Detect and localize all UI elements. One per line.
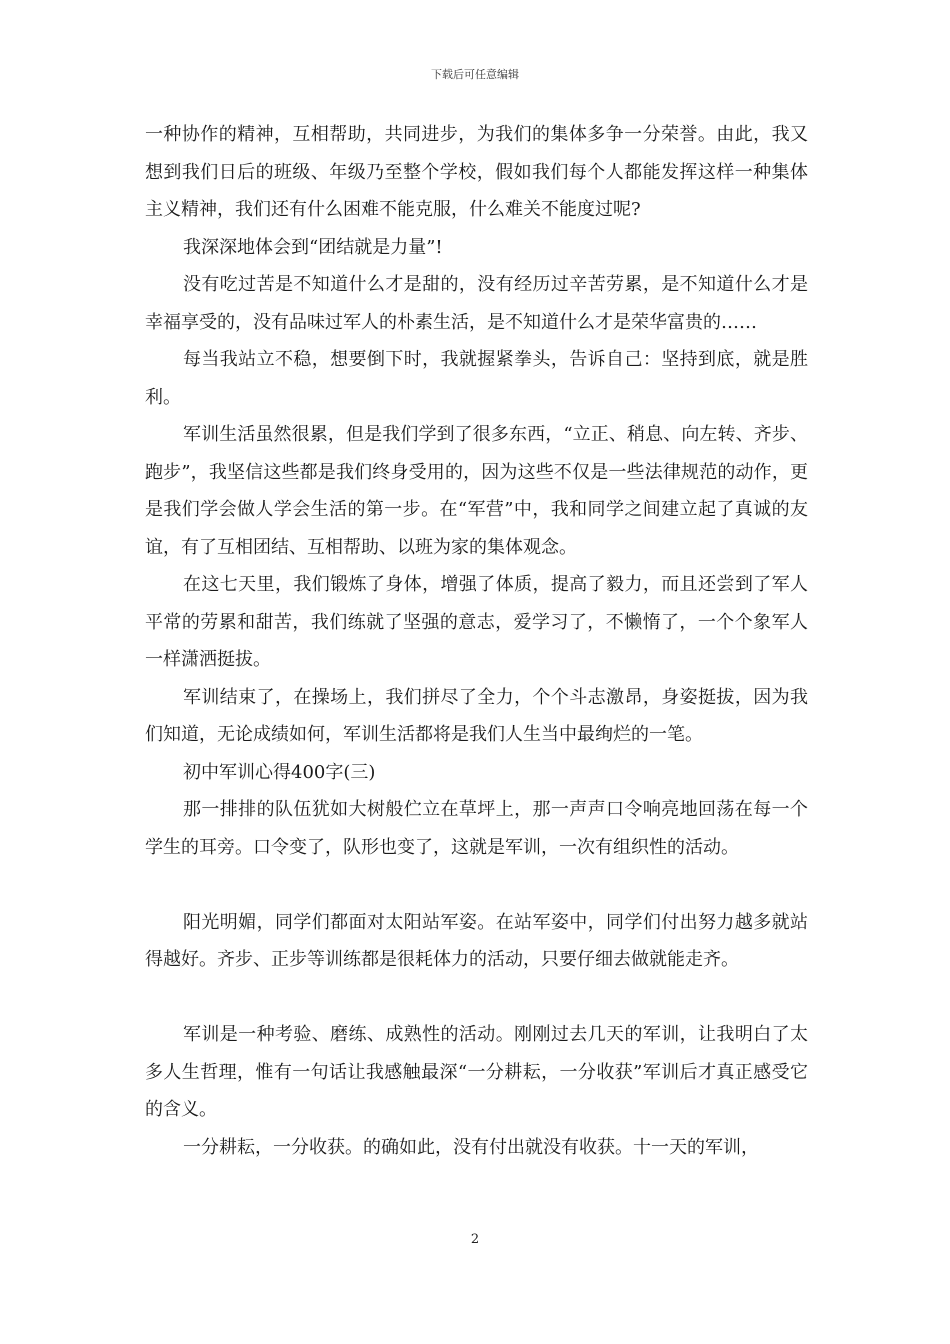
paragraph-learned: 军训生活虽然很累，但是我们学到了很多东西，“立正、稍息、向左转、齐步、跑步”，我坚信这些都是我们终身受用的，因为这些不仅是一些法律规范的动作，更是我们学会做人学会生活的第一步。在“军营”中，我和同学之间建立起了真诚的友谊，有了互相团结、互相帮助、以班为家的集体观念。 [145, 424, 808, 558]
page-header: 下载后可任意编辑 [431, 68, 519, 81]
paragraph-test: 军训是一种考验、磨练、成熟性的活动。刚刚过去几天的军训，让我明白了太多人生哲理，惟有一句话让我感触最深“一分耕耘，一分收获”军训后才真正感受它的含义。 [145, 1024, 808, 1120]
page-number: 2 [470, 1232, 480, 1247]
paragraph-effort: 一分耕耘，一分收获。的确如此，没有付出就没有收获。十一天的军训， [183, 1136, 759, 1158]
section-heading: 初中军训心得400字(三) [183, 761, 376, 783]
paragraph-continuation: 一种协作的精神，互相帮助，共同进步，为我们的集体多争一分荣誉。由此，我又想到我们日后的班级、年级乃至整个学校，假如我们每个人都能发挥这样一种集体主义精神，我们还有什么困难不能克服，什么难关不能度过呢? [145, 124, 808, 220]
paragraph-ending: 军训结束了，在操场上，我们拼尽了全力，个个斗志激昂，身姿挺拔，因为我们知道，无论成绩如何，军训生活都将是我们人生当中最绚烂的一笔。 [145, 686, 808, 745]
paragraph-unity: 我深深地体会到“团结就是力量”! [183, 236, 443, 258]
paragraph-seven-days: 在这七天里，我们锻炼了身体，增强了体质，提高了毅力，而且还尝到了军人平常的劳累和甜苦，我们练就了坚强的意志，爱学习了，不懒惰了，一个个象军人一样潇洒挺拔。 [145, 574, 808, 670]
paragraph-ranks: 那一排排的队伍犹如大树般伫立在草坪上，那一声声口令响亮地回荡在每一个学生的耳旁。口令变了，队形也变了，这就是军训，一次有组织性的活动。 [145, 799, 808, 858]
document-body [145, 116, 808, 1166]
paragraph-persist: 每当我站立不稳，想要倒下时，我就握紧拳头，告诉自己：坚持到底，就是胜利。 [145, 349, 808, 408]
paragraph-bitterness: 没有吃过苦是不知道什么才是甜的，没有经历过辛苦劳累，是不知道什么才是幸福享受的，没有品味过军人的朴素生活，是不知道什么才是荣华富贵的…… [145, 274, 808, 333]
paragraph-sunshine: 阳光明媚，同学们都面对太阳站军姿。在站军姿中，同学们付出努力越多就站得越好。齐步、正步等训练都是很耗体力的活动，只要仔细去做就能走齐。 [145, 911, 808, 970]
